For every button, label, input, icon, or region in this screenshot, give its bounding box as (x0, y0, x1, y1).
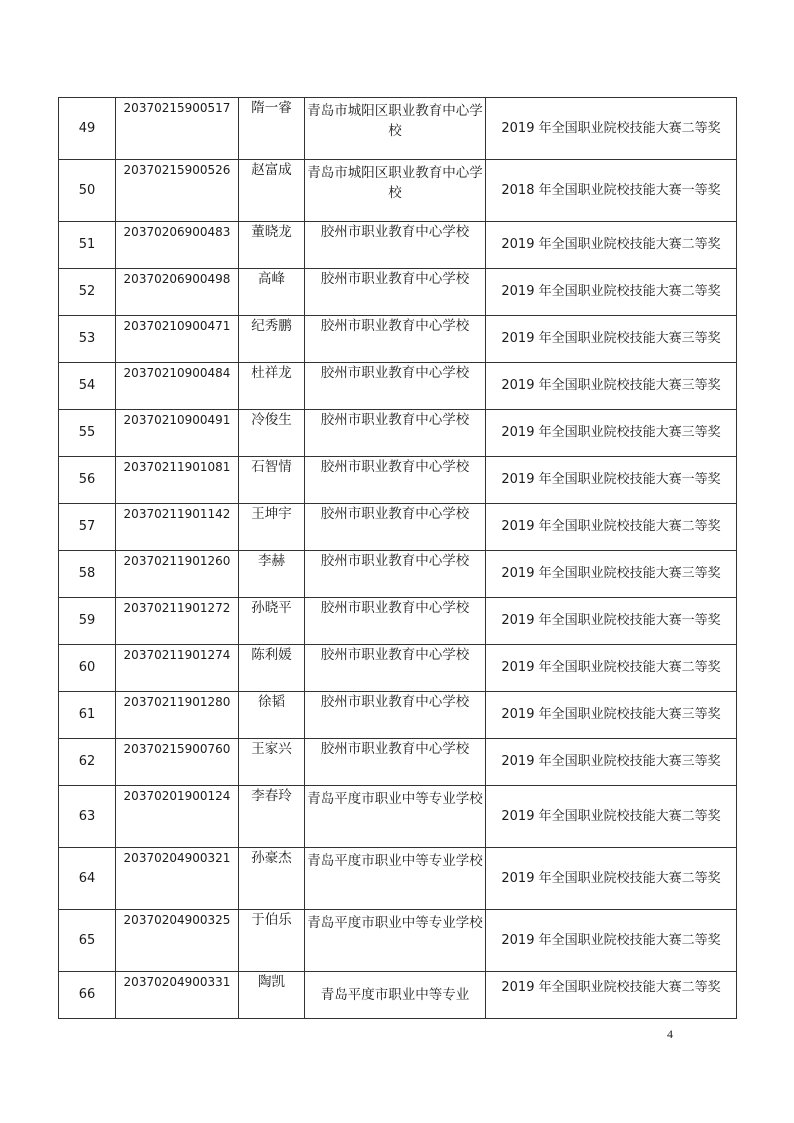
table-row (59, 410, 737, 457)
school-name: 青岛市城阳区职业教育中心学校 (305, 98, 486, 160)
student-name: 隋一睿 (239, 98, 305, 160)
table-row (59, 269, 737, 316)
row-number: 59 (59, 598, 116, 645)
award-name: 2019 年全国职业院校技能大赛三等奖 (486, 410, 737, 457)
student-name: 孙豪杰 (239, 848, 305, 910)
student-name: 王坤宇 (239, 504, 305, 551)
award-name: 2019 年全国职业院校技能大赛三等奖 (486, 739, 737, 786)
student-name: 杜祥龙 (239, 363, 305, 410)
table-row (59, 551, 737, 598)
award-name: 2019 年全国职业院校技能大赛一等奖 (486, 457, 737, 504)
row-number: 49 (59, 98, 116, 160)
exam-id: 20370201900124 (116, 786, 239, 848)
exam-id: 20370211901081 (116, 457, 239, 504)
award-name: 2019 年全国职业院校技能大赛二等奖 (486, 910, 737, 972)
row-number: 55 (59, 410, 116, 457)
student-name: 王家兴 (239, 739, 305, 786)
award-name: 2019 年全国职业院校技能大赛二等奖 (486, 645, 737, 692)
school-name: 胶州市职业教育中心学校 (305, 222, 486, 269)
row-number: 51 (59, 222, 116, 269)
awards-table (58, 97, 737, 1019)
student-name: 孙晓平 (239, 598, 305, 645)
row-number: 60 (59, 645, 116, 692)
exam-id: 20370210900491 (116, 410, 239, 457)
exam-id: 20370211901272 (116, 598, 239, 645)
award-name: 2019 年全国职业院校技能大赛三等奖 (486, 363, 737, 410)
row-number: 63 (59, 786, 116, 848)
exam-id: 20370215900760 (116, 739, 239, 786)
exam-id: 20370215900526 (116, 160, 239, 222)
student-name: 冷俊生 (239, 410, 305, 457)
exam-id: 20370210900471 (116, 316, 239, 363)
exam-id: 20370211901274 (116, 645, 239, 692)
school-name: 胶州市职业教育中心学校 (305, 410, 486, 457)
award-name: 2019 年全国职业院校技能大赛二等奖 (486, 504, 737, 551)
school-name: 胶州市职业教育中心学校 (305, 504, 486, 551)
table-row (59, 98, 737, 160)
row-number: 66 (59, 972, 116, 1019)
awards-table-body (59, 98, 737, 1019)
school-name: 胶州市职业教育中心学校 (305, 269, 486, 316)
school-name: 青岛平度市职业中等专业 (305, 972, 486, 1019)
page-number: 4 (667, 1027, 673, 1041)
award-name: 2019 年全国职业院校技能大赛二等奖 (486, 848, 737, 910)
school-name: 青岛平度市职业中等专业学校 (305, 786, 486, 848)
award-name: 2019 年全国职业院校技能大赛二等奖 (486, 972, 737, 1019)
row-number: 64 (59, 848, 116, 910)
student-name: 徐韬 (239, 692, 305, 739)
table-row (59, 222, 737, 269)
row-number: 56 (59, 457, 116, 504)
row-number: 54 (59, 363, 116, 410)
student-name: 纪秀鹏 (239, 316, 305, 363)
table-row (59, 504, 737, 551)
table-row (59, 972, 737, 1019)
exam-id: 20370211901142 (116, 504, 239, 551)
table-row (59, 316, 737, 363)
table-row (59, 363, 737, 410)
student-name: 李春玲 (239, 786, 305, 848)
award-name: 2019 年全国职业院校技能大赛三等奖 (486, 551, 737, 598)
exam-id: 20370206900498 (116, 269, 239, 316)
award-name: 2019 年全国职业院校技能大赛三等奖 (486, 316, 737, 363)
exam-id: 20370206900483 (116, 222, 239, 269)
student-name: 陶凯 (239, 972, 305, 1019)
award-name: 2019 年全国职业院校技能大赛三等奖 (486, 692, 737, 739)
student-name: 陈利媛 (239, 645, 305, 692)
row-number: 52 (59, 269, 116, 316)
row-number: 50 (59, 160, 116, 222)
table-row (59, 692, 737, 739)
school-name: 胶州市职业教育中心学校 (305, 363, 486, 410)
school-name: 胶州市职业教育中心学校 (305, 645, 486, 692)
exam-id: 20370204900331 (116, 972, 239, 1019)
table-row (59, 598, 737, 645)
award-name: 2019 年全国职业院校技能大赛二等奖 (486, 269, 737, 316)
exam-id: 20370210900484 (116, 363, 239, 410)
row-number: 61 (59, 692, 116, 739)
school-name: 胶州市职业教育中心学校 (305, 598, 486, 645)
table-row (59, 739, 737, 786)
row-number: 57 (59, 504, 116, 551)
table-row (59, 786, 737, 848)
award-name: 2019 年全国职业院校技能大赛二等奖 (486, 222, 737, 269)
school-name: 青岛平度市职业中等专业学校 (305, 910, 486, 972)
exam-id: 20370211901280 (116, 692, 239, 739)
school-name: 胶州市职业教育中心学校 (305, 457, 486, 504)
student-name: 高峰 (239, 269, 305, 316)
school-name: 青岛市城阳区职业教育中心学校 (305, 160, 486, 222)
school-name: 胶州市职业教育中心学校 (305, 739, 486, 786)
exam-id: 20370204900325 (116, 910, 239, 972)
award-name: 2018 年全国职业院校技能大赛一等奖 (486, 160, 737, 222)
table-row (59, 457, 737, 504)
school-name: 青岛平度市职业中等专业学校 (305, 848, 486, 910)
exam-id: 20370211901260 (116, 551, 239, 598)
row-number: 58 (59, 551, 116, 598)
row-number: 62 (59, 739, 116, 786)
table-row (59, 910, 737, 972)
award-name: 2019 年全国职业院校技能大赛一等奖 (486, 598, 737, 645)
student-name: 于伯乐 (239, 910, 305, 972)
school-name: 胶州市职业教育中心学校 (305, 316, 486, 363)
exam-id: 20370215900517 (116, 98, 239, 160)
table-row (59, 848, 737, 910)
table-row (59, 160, 737, 222)
table-row (59, 645, 737, 692)
student-name: 董晓龙 (239, 222, 305, 269)
student-name: 李赫 (239, 551, 305, 598)
row-number: 53 (59, 316, 116, 363)
student-name: 石智情 (239, 457, 305, 504)
school-name: 胶州市职业教育中心学校 (305, 692, 486, 739)
award-name: 2019 年全国职业院校技能大赛二等奖 (486, 98, 737, 160)
row-number: 65 (59, 910, 116, 972)
award-name: 2019 年全国职业院校技能大赛二等奖 (486, 786, 737, 848)
student-name: 赵富成 (239, 160, 305, 222)
exam-id: 20370204900321 (116, 848, 239, 910)
school-name: 胶州市职业教育中心学校 (305, 551, 486, 598)
